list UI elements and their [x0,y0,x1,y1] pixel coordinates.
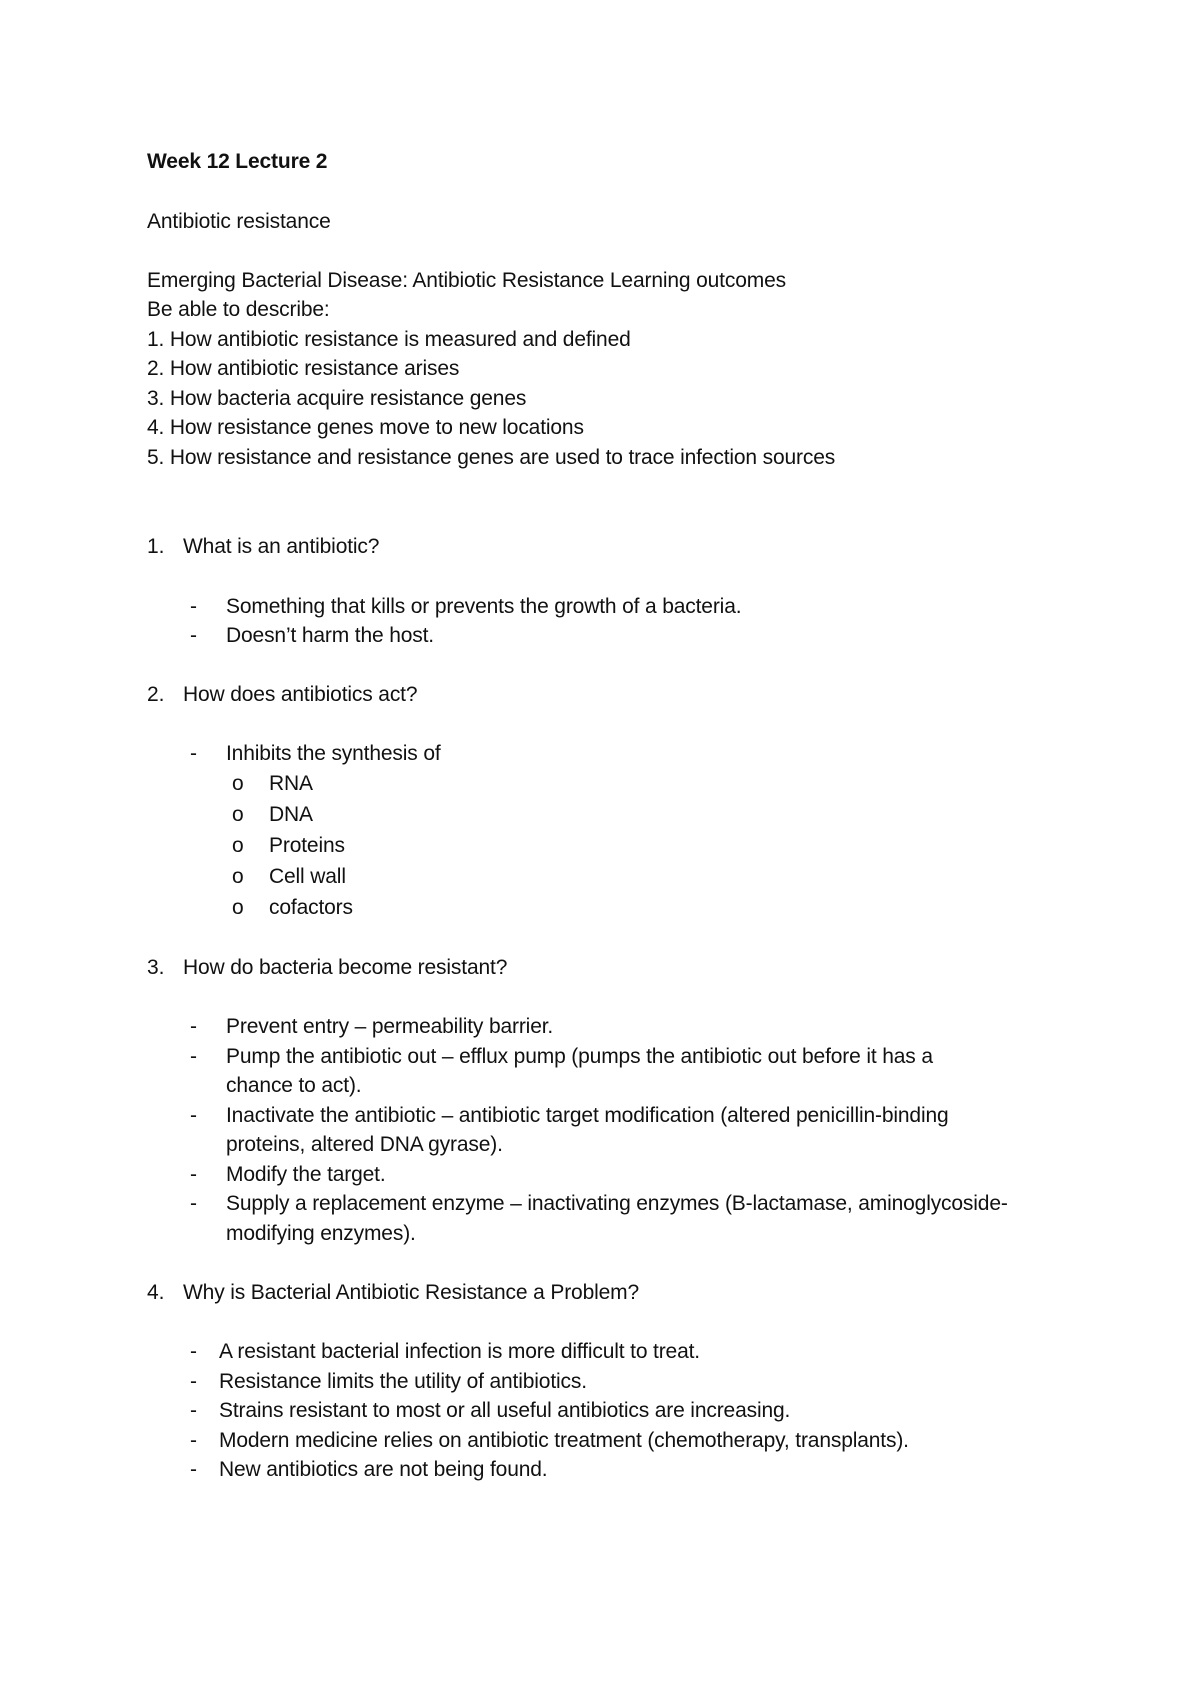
topic-heading: Antibiotic resistance [147,210,331,233]
dash-marker: - [190,1370,197,1393]
bullet-item: Modern medicine relies on antibiotic treatment (chemotherapy, transplants). [219,1429,909,1452]
bullet-item: New antibiotics are not being found. [219,1458,548,1481]
dash-marker: - [190,595,197,618]
bullet-item: Doesn’t harm the host. [226,624,434,647]
dash-marker: - [190,1104,197,1127]
sub-bullet-marker: o [232,772,244,795]
bullet-item: Prevent entry – permeability barrier. [226,1015,554,1038]
outcomes-heading: Emerging Bacterial Disease: Antibiotic Resistance Learning outcomes [147,269,786,292]
question-number: 4. [147,1281,165,1304]
dash-marker: - [190,742,197,765]
bullet-item: Inhibits the synthesis of [226,742,441,765]
dash-marker: - [190,1429,197,1452]
bullet-continuation: chance to act). [226,1074,362,1097]
outcome-item: 4. How resistance genes move to new locations [147,416,584,439]
sub-bullet-marker: o [232,865,244,888]
dash-marker: - [190,1045,197,1068]
bullet-continuation: proteins, altered DNA gyrase). [226,1133,503,1156]
dash-marker: - [190,1340,197,1363]
describe-intro: Be able to describe: [147,298,330,321]
outcome-item: 3. How bacteria acquire resistance genes [147,387,527,410]
outcome-item: 2. How antibiotic resistance arises [147,357,460,380]
bullet-item: Supply a replacement enzyme – inactivating enzymes (B-lactamase, aminoglycoside- [226,1192,1008,1215]
dash-marker: - [190,1458,197,1481]
dash-marker: - [190,624,197,647]
bullet-item: Strains resistant to most or all useful antibiotics are increasing. [219,1399,791,1422]
sub-list-item: RNA [269,772,313,795]
question-heading: How do bacteria become resistant? [183,956,508,979]
dash-marker: - [190,1015,197,1038]
question-heading: Why is Bacterial Antibiotic Resistance a Problem? [183,1281,640,1304]
sub-list-item: Cell wall [269,865,346,888]
sub-list-item: cofactors [269,896,353,919]
bullet-item: Modify the target. [226,1163,386,1186]
sub-list-item: DNA [269,803,313,826]
sub-bullet-marker: o [232,896,244,919]
outcome-item: 5. How resistance and resistance genes are used to trace infection sources [147,446,836,469]
bullet-item: Something that kills or prevents the growth of a bacteria. [226,595,742,618]
sub-bullet-marker: o [232,803,244,826]
dash-marker: - [190,1163,197,1186]
outcome-item: 1. How antibiotic resistance is measured and defined [147,328,631,351]
dash-marker: - [190,1399,197,1422]
sub-bullet-marker: o [232,834,244,857]
bullet-item: Inactivate the antibiotic – antibiotic target modification (altered penicillin-binding [226,1104,949,1127]
bullet-item: A resistant bacterial infection is more difficult to treat. [219,1340,700,1363]
sub-list-item: Proteins [269,834,345,857]
bullet-continuation: modifying enzymes). [226,1222,416,1245]
bullet-item: Resistance limits the utility of antibiotics. [219,1370,587,1393]
document-title: Week 12 Lecture 2 [147,150,328,173]
question-number: 1. [147,535,165,558]
question-heading: How does antibiotics act? [183,683,418,706]
bullet-item: Pump the antibiotic out – efflux pump (pumps the antibiotic out before it has a [226,1045,933,1068]
dash-marker: - [190,1192,197,1215]
question-heading: What is an antibiotic? [183,535,380,558]
question-number: 3. [147,956,165,979]
question-number: 2. [147,683,165,706]
